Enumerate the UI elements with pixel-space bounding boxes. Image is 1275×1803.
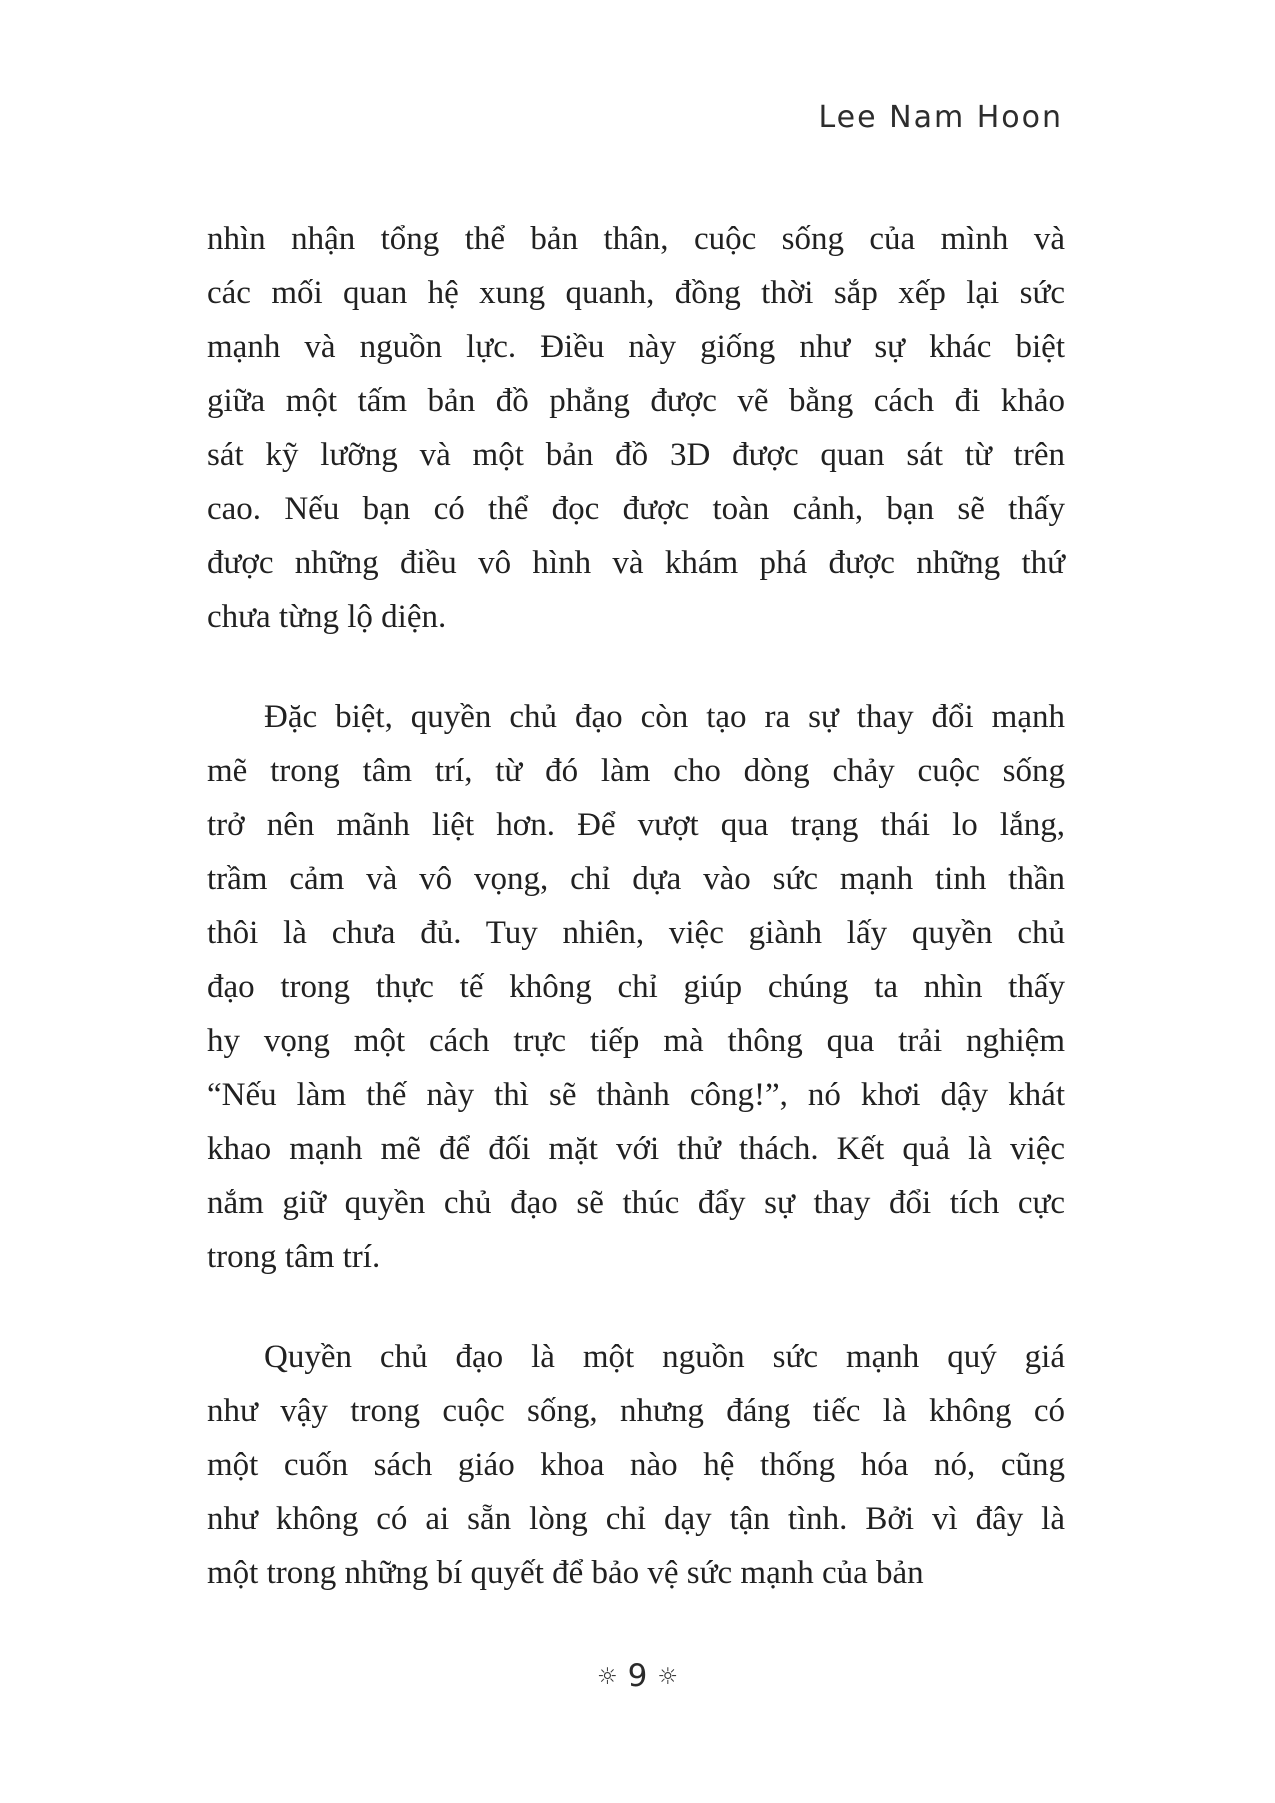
text-line: cao. Nếu bạn có thể đọc được toàn cảnh, bạn sẽ thấy — [207, 491, 1065, 527]
text-line: Quyền chủ đạo là một nguồn sức mạnh quý giá — [264, 1339, 1065, 1375]
sun-ornament-icon: ☼ — [597, 1664, 618, 1690]
sun-ornament-icon: ☼ — [657, 1664, 678, 1690]
paragraph — [207, 1330, 1065, 1600]
page-number: 9 — [627, 1658, 648, 1694]
paragraph — [207, 690, 1065, 1284]
text-line: “Nếu làm thế này thì sẽ thành công!”, nó khơi dậy khát — [207, 1077, 1065, 1113]
text-line: trầm cảm và vô vọng, chỉ dựa vào sức mạnh tinh thần — [207, 861, 1065, 897]
text-line: trong tâm trí. — [207, 1239, 381, 1275]
text-line: như vậy trong cuộc sống, nhưng đáng tiếc là không có — [207, 1393, 1065, 1429]
text-line: nhìn nhận tổng thể bản thân, cuộc sống của mình và — [207, 221, 1065, 257]
text-line: các mối quan hệ xung quanh, đồng thời sắp xếp lại sức — [207, 275, 1065, 311]
text-line: sát kỹ lưỡng và một bản đồ 3D được quan sát từ trên — [207, 437, 1065, 473]
text-line: trở nên mãnh liệt hơn. Để vượt qua trạng thái lo lắng, — [207, 807, 1065, 843]
page-footer — [0, 1655, 1275, 1703]
text-line: nắm giữ quyền chủ đạo sẽ thúc đẩy sự thay đổi tích cực — [207, 1185, 1065, 1221]
text-line: hy vọng một cách trực tiếp mà thông qua trải nghiệm — [207, 1023, 1065, 1059]
text-line: mạnh và nguồn lực. Điều này giống như sự khác biệt — [207, 329, 1065, 365]
text-line: như không có ai sẵn lòng chỉ dạy tận tình. Bởi vì đây là — [207, 1501, 1065, 1537]
text-line: chưa từng lộ diện. — [207, 599, 447, 635]
page-header — [818, 100, 1063, 135]
page-body — [207, 212, 1065, 1646]
text-line: khao mạnh mẽ để đối mặt với thử thách. Kết quả là việc — [207, 1131, 1065, 1167]
text-line: đạo trong thực tế không chỉ giúp chúng ta nhìn thấy — [207, 969, 1065, 1005]
paragraph — [207, 212, 1065, 644]
text-line: được những điều vô hình và khám phá được những thứ — [207, 545, 1065, 581]
text-line: giữa một tấm bản đồ phẳng được vẽ bằng cách đi khảo — [207, 383, 1065, 419]
text-line: một cuốn sách giáo khoa nào hệ thống hóa nó, cũng — [207, 1447, 1065, 1483]
text-line: Đặc biệt, quyền chủ đạo còn tạo ra sự thay đổi mạnh — [264, 699, 1065, 735]
text-line: thôi là chưa đủ. Tuy nhiên, việc giành lấy quyền chủ — [207, 915, 1065, 951]
author-name: Lee Nam Hoon — [818, 100, 1063, 135]
text-line: một trong những bí quyết để bảo vệ sức mạnh của bản — [207, 1555, 924, 1591]
text-line: mẽ trong tâm trí, từ đó làm cho dòng chảy cuộc sống — [207, 753, 1065, 789]
